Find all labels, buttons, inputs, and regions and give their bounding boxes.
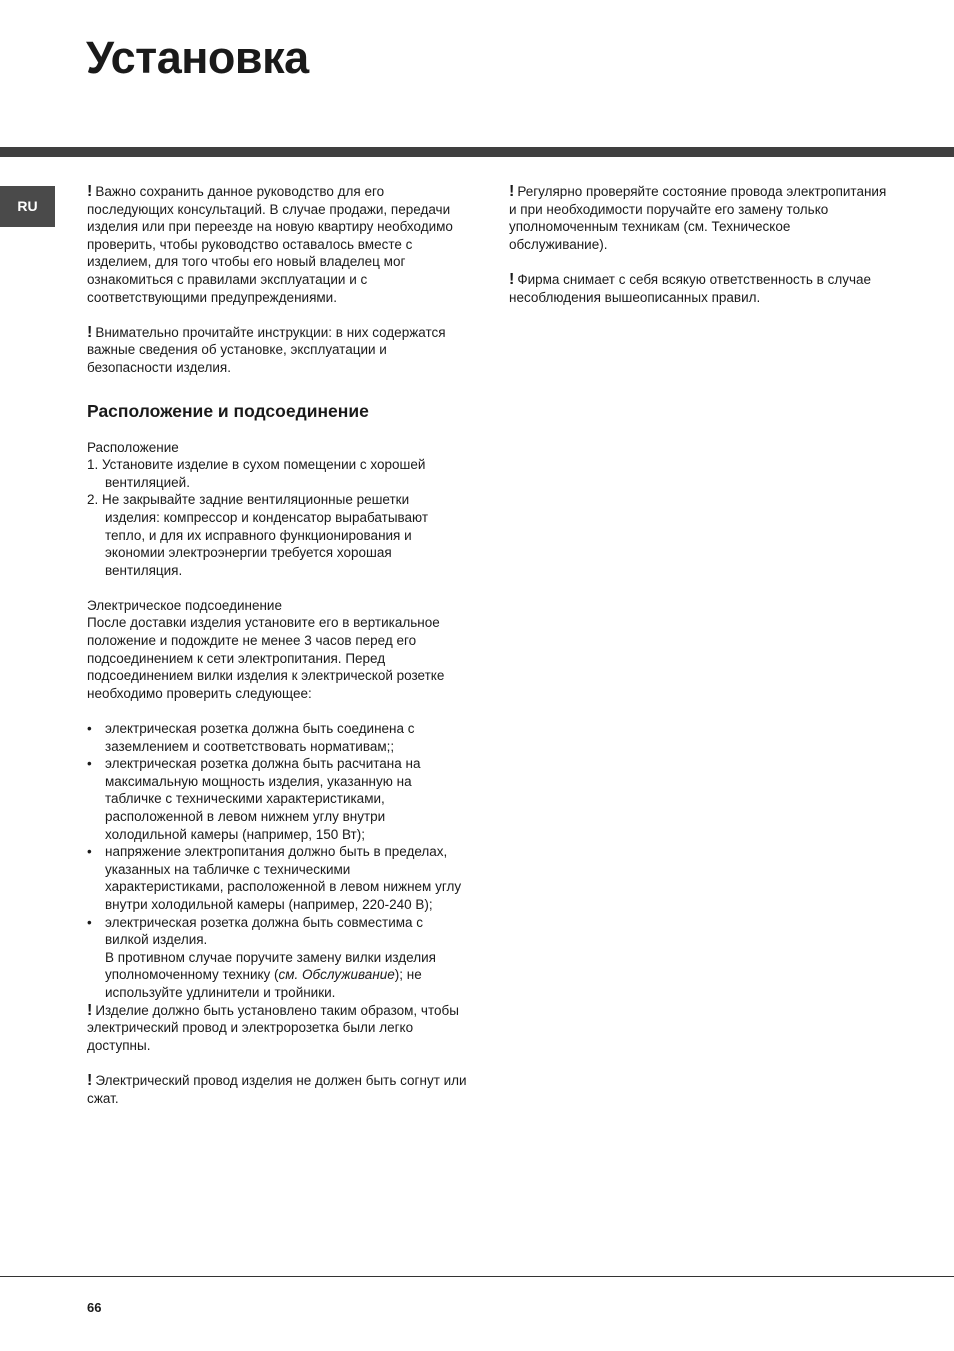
list-item: [87, 755, 467, 843]
note-text-italic: см. Обслуживание: [278, 967, 395, 983]
warning-note: [87, 324, 467, 377]
list-item-text: напряжение электропитания должно быть в пределах, указанных на табличке с техническими характеристиками, расположенной в левом нижнем углу внутри холодильной камеры (например, 220-240 В);: [105, 844, 462, 912]
section-heading: Расположение и подсоединение: [87, 400, 369, 421]
list-item-note: [105, 949, 467, 1002]
note-text: Изделие должно быть установлено таким образом, чтобы электрический провод и электророзетка были легко доступны.: [87, 1002, 459, 1053]
exclamation-icon: !: [87, 1071, 93, 1089]
list-item: [87, 720, 467, 755]
electrical-heading: Электрическое подсоединение: [87, 597, 282, 613]
list-item-text: электрическая розетка должна быть соединена с заземлением и соответствовать нормативам;;: [105, 721, 415, 754]
list-item: 1. Установите изделие в сухом помещении с хорошей вентиляцией.: [87, 457, 426, 490]
warning-note: [509, 271, 889, 306]
warning-note: [509, 183, 889, 253]
warning-note: [87, 1002, 467, 1055]
page-title: Установка: [86, 32, 309, 83]
list-item: [87, 843, 467, 913]
warning-note: [87, 1072, 467, 1107]
bullet-icon: •: [87, 756, 92, 772]
bullet-icon: •: [87, 721, 92, 737]
exclamation-icon: !: [509, 183, 515, 200]
left-column: [87, 183, 467, 1125]
note-text-before: В противном случае поручите замену вилки изделия уполномоченному технику (: [105, 949, 436, 983]
requirements-list: [87, 720, 467, 1002]
location-group: [87, 439, 467, 580]
exclamation-icon: !: [509, 270, 515, 288]
note-text-after: ); не используйте удлинители и тройники.: [105, 967, 422, 1000]
language-tab: RU: [0, 186, 55, 227]
electrical-intro: После доставки изделия установите его в вертикальное положение и подождите не менее 3 часов перед его подсоединением к сети электропитания. Перед подсоединением вилки изделия к электрической розетке необходимо проверить следующее:: [87, 615, 445, 701]
right-column: [509, 183, 889, 324]
list-item: [87, 914, 467, 1002]
location-list: [87, 456, 467, 579]
footer-divider: [0, 1276, 954, 1277]
bullet-icon: •: [87, 914, 92, 930]
note-text: Электрический провод изделия не должен быть согнут или сжат.: [87, 1072, 467, 1106]
list-item-text: электрическая розетка должна быть расчитана на максимальную мощность изделия, указанную на табличке с техническими характеристиками, расположенной в левом нижнем углу внутри холодильной камеры (например, 150 Вт);: [105, 756, 421, 842]
list-item-text: электрическая розетка должна быть совместима с вилкой изделия.: [105, 914, 424, 948]
note-text: Внимательно прочитайте инструкции: в них содержатся важные сведения об установке, эксплуатации и безопасности изделия.: [87, 324, 446, 375]
note-text: Фирма снимает с себя всякую ответственность в случае несоблюдения вышеописанных правил.: [509, 271, 872, 305]
header-divider: [0, 147, 954, 157]
bullet-icon: •: [87, 844, 92, 860]
exclamation-icon: !: [87, 1001, 93, 1019]
electrical-group: [87, 597, 467, 703]
list-item: 2. Не закрывайте задние вентиляционные решетки изделия: компрессор и конденсатор вырабатывают тепло, и для их исправного функционирования и экономии электроэнергии требуется хорошая вентиляция.: [87, 492, 429, 578]
warning-note: [87, 183, 467, 306]
page-number: 66: [87, 1300, 102, 1315]
note-text: Регулярно проверяйте состояние провода электропитания и при необходимости поручайте его замену только уполномоченным техникам (см. Техническое обслуживание).: [509, 184, 887, 252]
exclamation-icon: !: [87, 323, 93, 341]
note-text: Важно сохранить данное руководство для его последующих консультаций. В случае продажи, передачи изделия или при переезде на новую квартиру необходимо проверить, чтобы руководство оставалось вместе с изделием, для того чтобы его новый владелец мог ознакомиться с правилами эксплуатации и с соответствующими предупреждениями.: [87, 184, 453, 305]
exclamation-icon: !: [87, 183, 93, 200]
location-heading: Расположение: [87, 439, 179, 455]
